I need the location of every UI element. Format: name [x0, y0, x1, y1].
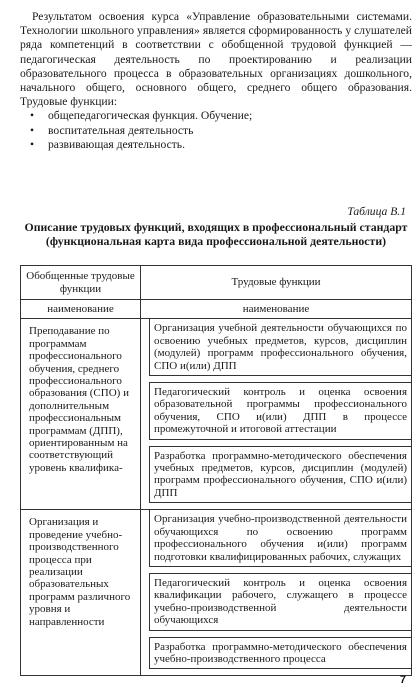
header-general-functions: Обобщенные трудовые функции: [21, 266, 141, 300]
general-function-cell: Преподавание по программам профессионального обучения, среднего профессионального образования (СПО) и дополнительным профессиональным программам (ДПП), ориентированным на соответствующий уровень квалифика-: [21, 319, 141, 510]
labor-function-box: Организация учебно-производственной деятельности обучающихся по освоению программ профессионального обучения и(или) программ подготовки квалифицированных рабочих, служащих: [149, 510, 411, 567]
bullet-list: [20, 109, 412, 152]
bullet-icon: •: [30, 137, 35, 151]
table-label: Таблица В.1: [347, 205, 406, 218]
bullet-icon: •: [30, 109, 35, 123]
table-subheader-row: [21, 300, 412, 319]
bullet-icon: •: [30, 123, 35, 137]
subheader-name-2: наименование: [141, 300, 412, 319]
functions-table: [20, 265, 412, 676]
intro-paragraph: Результатом освоения курса «Управление образовательными системами. Технологии школьного управления» является сформированность у слушателей ряда компетенций в соответствии с обобщенной трудовой функцией — педагогическая деятельность по проектированию и реализации образовательного процесса в образовательных организациях дошкольного, начального общего, основного общего, среднего общего образования. Трудовые функции:: [20, 10, 412, 109]
bullet-item: [30, 109, 412, 123]
table-header-row: [21, 266, 412, 300]
labor-function-box: Педагогический контроль и оценка освоения образовательной программы профессионального обучения, СПО и(или) ДПП в процессе промежуточной и итоговой аттестации: [149, 382, 411, 440]
header-labor-functions: Трудовые функции: [141, 266, 412, 300]
labor-functions-cell: [141, 510, 412, 676]
table-row: [21, 510, 412, 676]
bullet-item: [30, 124, 412, 138]
page-number: 7: [399, 674, 406, 686]
bullet-text: общепедагогическая функция. Обучение;: [48, 109, 253, 123]
intro-section: [20, 10, 412, 152]
table-row: [21, 319, 412, 510]
table-title: Описание трудовых функций, входящих в профессиональный стандарт (функциональная карта вида профессиональной деятельности): [24, 220, 408, 249]
subheader-name-1: наименование: [21, 300, 141, 319]
bullet-text: воспитательная деятельность: [48, 123, 194, 137]
bullet-item: [30, 138, 412, 152]
labor-function-box: Педагогический контроль и оценка освоения квалификации рабочего, служащего в процессе учебно-производственной деятельности обучающихся: [149, 573, 411, 631]
labor-function-box: Разработка программно-методического обеспечения учебных предметов, курсов, дисциплин (модулей) программ профессионального обучения, СПО и(или) ДПП: [149, 446, 411, 504]
general-function-cell: Организация и проведение учебно-производственного процесса при реализации образовательных программ различного уровня и направленности: [21, 510, 141, 676]
labor-function-box: Организация учебной деятельности обучающихся по освоению учебных предметов, курсов, дисциплин (модулей) программ профессионального обучения, СПО и(или) ДПП: [149, 319, 411, 376]
labor-function-box: Разработка программно-методического обеспечения учебно-производственного процесса: [149, 637, 411, 670]
labor-functions-cell: [141, 319, 412, 510]
bullet-text: развивающая деятельность.: [48, 137, 185, 151]
